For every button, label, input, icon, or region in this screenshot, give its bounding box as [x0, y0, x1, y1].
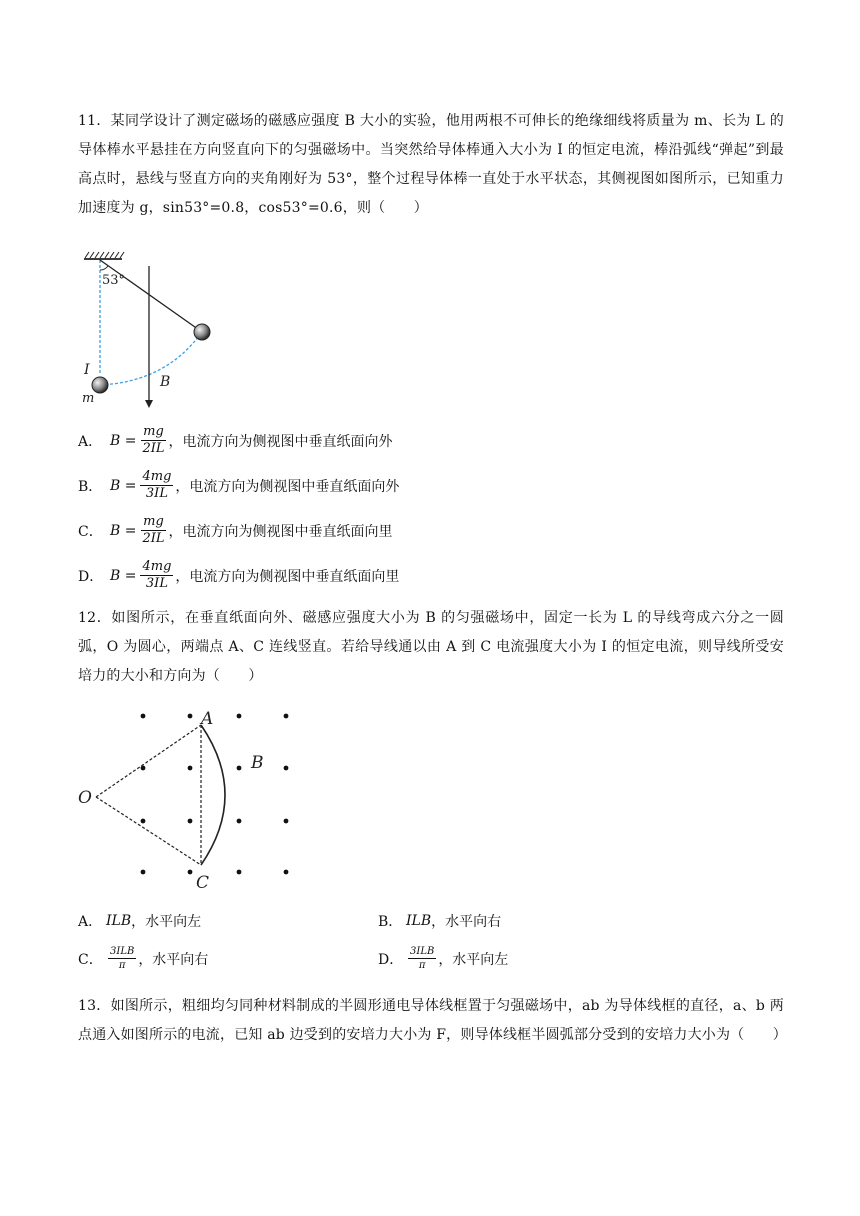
angle-label: 53° [102, 273, 126, 288]
q11-option-a[interactable]: A． B = $\frac{mg}{2IL}$ ，电流方向为侧视图中垂直纸面向外 [78, 424, 393, 456]
q12-option-d[interactable]: D． $\frac{\text{3ILB}}{\pi}$ ，水平向左 [378, 946, 509, 971]
q12-option-b[interactable]: B． ILB ，水平向右 [378, 913, 502, 930]
fraction: $\frac{mg}{2IL}$ [142, 514, 165, 546]
question-13-text: 13．如图所示，粗细均匀同种材料制成的半圆形通电导体线框置于匀强磁场中，ab 为导体线框的直径，a、b 两点通入如图所示的电流，已知 ab 边受到的安培力大小为 F，则导体线框半圆弧部分受到的安培力大小为（ ） [78, 998, 787, 1043]
question-11-text: 11．某同学设计了测定磁场的磁感应强度 B 大小的实验，他用两根不可伸长的绝缘细线将质量为 m、长为 L 的导体棒水平悬挂在方向竖直向下的匀强磁场中。当突然给导体棒通入大小为 I 的恒定电流，棒沿弧线“弹起”到最高点时，悬线与竖直方向的夹角刚好为 53°，整个过程导体棒一直处于水平状态，其侧视图如图所示，已知重力加速度为 g，sin53°=0.8，cos53°=0.6，则（ ） [78, 113, 784, 216]
q11-option-d[interactable]: D． B = $\frac{4mg}{3IL}$ ，电流方向为侧视图中垂直纸面向里 [78, 559, 400, 591]
field-label: B [160, 374, 171, 390]
q11-option-b[interactable]: B． B = $\frac{4mg}{3IL}$ ，电流方向为侧视图中垂直纸面向外 [78, 469, 400, 501]
q12-option-a[interactable]: A． ILB ，水平向左 [78, 913, 202, 930]
mass-label: m [82, 391, 95, 406]
label-c: C [196, 873, 210, 893]
field-arrowhead [145, 400, 153, 408]
current-label: I [84, 362, 90, 378]
fraction: $\frac{mg}{2IL}$ [142, 424, 165, 456]
ball-raised [194, 324, 210, 340]
q12-option-c[interactable]: C． $\frac{\text{3ILB}}{\pi}$ ，水平向右 [78, 946, 209, 971]
radius-oc [96, 797, 201, 865]
current-arc [201, 725, 225, 865]
suspension-thread [100, 260, 202, 332]
ceiling-hatch [84, 252, 124, 259]
field-dots [141, 714, 289, 875]
q12-arc-figure [74, 700, 304, 895]
radius-oa [96, 725, 201, 797]
fraction: $\frac{\text{3ILB}}{\pi}$ [410, 946, 435, 971]
label-a: A [201, 709, 214, 729]
question-12-text: 12．如图所示，在垂直纸面向外、磁感应强度大小为 B 的匀强磁场中，固定一长为 L 的导线弯成六分之一圆弧，O 为圆心，两端点 A、C 连线竖直。若给导线通以由 A 到 C 电流强度大小为 I 的恒定电流，则导线所受安培力的大小和方向为（ ） [78, 610, 784, 684]
fraction: $\frac{\text{3ILB}}{\pi}$ [110, 946, 135, 971]
ball-initial [92, 377, 108, 393]
fraction: $\frac{4mg}{3IL}$ [142, 469, 172, 501]
angle-arc [100, 266, 108, 270]
q11-pendulum-figure [76, 250, 226, 410]
label-b: B [251, 753, 264, 773]
label-o: O [78, 788, 92, 808]
q11-option-c[interactable]: C． B = $\frac{mg}{2IL}$ ，电流方向为侧视图中垂直纸面向里 [78, 514, 393, 546]
fraction: $\frac{4mg}{3IL}$ [142, 559, 172, 591]
swing-arc [100, 332, 202, 385]
